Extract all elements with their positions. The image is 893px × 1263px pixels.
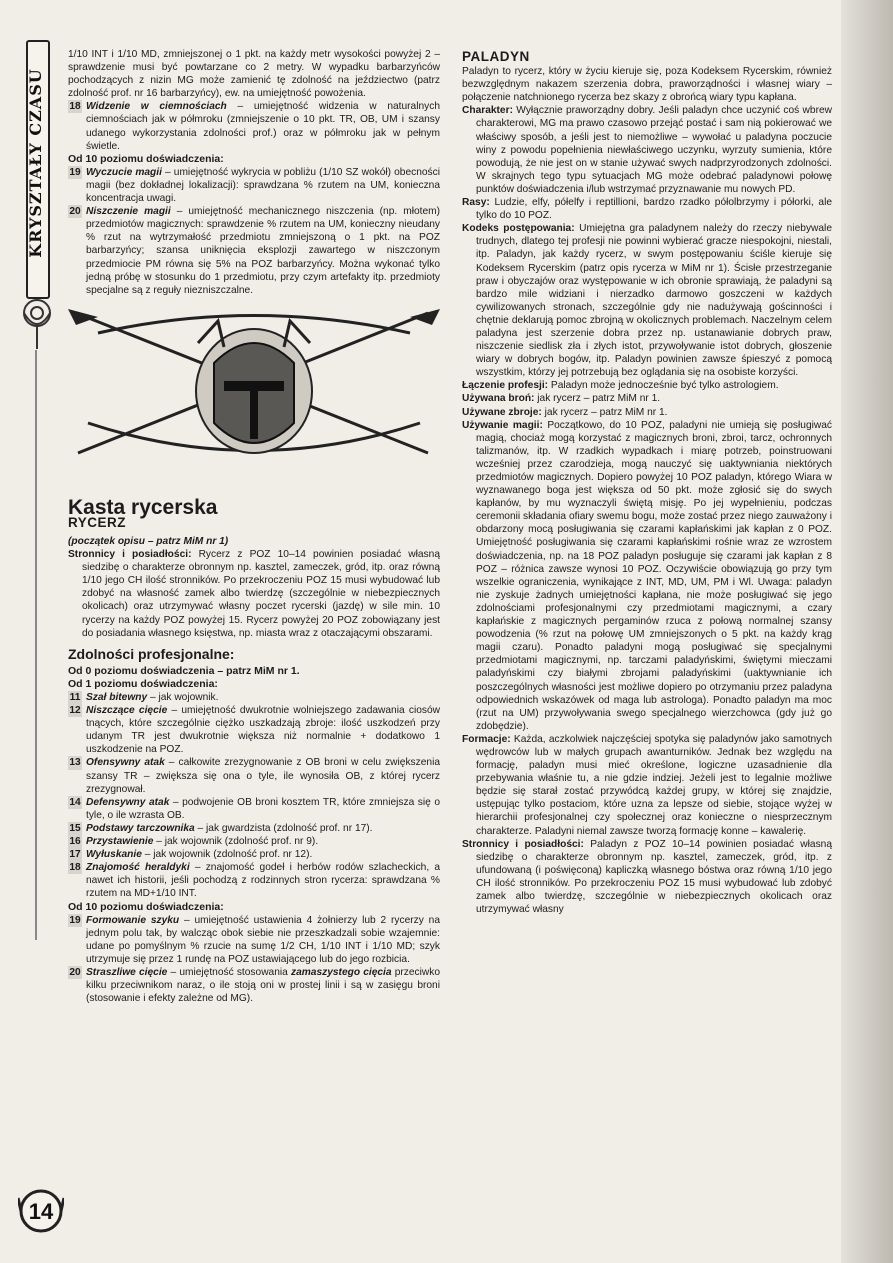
right-column (462, 48, 832, 916)
formacje-paragraph (462, 733, 832, 838)
label: Łączenie profesji: (462, 380, 549, 392)
skill-number: 12 (69, 705, 81, 717)
label: Używane zbroje: (462, 406, 542, 418)
skill-desc: – podwojenie OB broni kosztem TR, które zmniejsza się o tyle, o ile wzrasta OB. (86, 796, 441, 821)
stronnicy-paragraph (68, 548, 440, 640)
skill-number: 14 (69, 796, 81, 808)
skill-term: zamaszystego cięcia (290, 966, 392, 978)
skill-11 (68, 691, 440, 704)
charakter-paragraph (462, 104, 832, 196)
level-heading: Od 10 poziomu doświadczenia: (68, 900, 224, 913)
class-title: RYCERZ (68, 514, 127, 530)
skill-number: 17 (69, 849, 81, 861)
skill-20 (68, 205, 440, 297)
text: Umiejętna gra paladynem należy do rzeczy niebywale trudnych, dlatego tej profesji nie powinni wybierać gracze niespokojni, niestali, itp. Paladyn, jak każdy rycerz, w swym postępowaniu ściśle kieruje się Kodeksem Rycerskim (patrz opis rycerza w MiM nr 1). Ścisłe przestrzeganie praw i obyczajów oraz występowanie w ich obronie sprawiają, że paladyni są bardzo mile widziani i nierzadko darmowo goszczeni w każdych cywilizowanych stronach, szczególnie gdy nie nadużywają gościnności i chętnie deklarują pomoc zbrojną w okolicznych problemach. Naczelnym celem paladyna jest szerzenie dobra przez np. ustanawianie dobrych praw, niszczenie siedlisk zła i złych istot, przywoływanie istot dobrych, głoszenie wiary w dobrych bogów, itp. Paladyn powinien zawsze śpieszyć z pomocą wszystkim, którzy jej potrzebują bez oglądania się na osobiste korzyści. (476, 223, 832, 379)
skill-title: Formowanie szyku (86, 914, 180, 926)
label: Stronnicy i posiadłości: (462, 838, 584, 850)
level-heading: Od 1 poziomu doświadczenia: (68, 677, 218, 690)
text: Ludzie, elfy, półelfy i reptillioni, bardzo rzadko półolbrzymy i półorki, ale tylko do 10 POZ. (476, 197, 832, 222)
skill-desc: – umiejętność dwukrotnie wolniejszego zadawania ciosów tnących, które szczególnie ciężko uszkadzają zbroje: ilość uszkodzeń przy udanym TR jest dwukrotnie większa niż normalnie + dodatkowo 1 uszkodzenie na POZ. (86, 705, 441, 756)
skill-12 (68, 704, 440, 756)
skill-14 (68, 796, 440, 822)
label: Charakter: (462, 105, 513, 117)
magia-paragraph (462, 419, 832, 733)
skill-19 (68, 166, 440, 205)
skill-number: 20 (69, 966, 81, 978)
skills-title: Zdolności profesjonalne: (68, 645, 235, 662)
skill-number: 18 (69, 101, 81, 113)
skill-desc: – całkowite zrezygnowanie z OB broni w celu zwiększenia szansy TR – zwiększa się ona o tyle, ile wynosiła OB, z której rycerz zrezygnował. (86, 757, 440, 795)
sidebar-title: KRYSZTAŁY CZASU (26, 68, 45, 258)
skill-title: Straszliwe cięcie (86, 966, 168, 978)
skill-title: Przystawienie (86, 836, 154, 848)
skill-number: 16 (69, 836, 81, 848)
level-heading: Od 10 poziomu doświadczenia: (68, 152, 224, 165)
paragraph: 1/10 INT i 1/10 MD, zmniejszonej o 1 pkt. na każdy metr wysokości powyżej 2 – sprawdzenie musi być powtarzane co 2 metry. W wypadku barbarzyńców pochodzących z nizin MG może zamienić tę zdolność na jeździectwo (patrz zdolność prof. nr 16 barbarzyńcy), ew. na umiejętność powożenia. (68, 49, 440, 100)
skill-desc: – umiejętność mechanicznego niszczenia (np. młotem) przedmiotów magicznych: sprawdzenie % rzutem na UM, konieczny nieudany % rzut na wytrzymałość przedmiotu zmniejszoną o 1 pkt. na POZ barbarzyńcy; szansa uniknięcia eksplozji zawartego w niszczonym przedmiocie PM równa się 5% na POZ barbarzyńcy. Można wykonać tylko jedną próbę w stosunku do 1 przedmiotu, przy czym artefakty itp. przedmioty specjalne są z reguły niezniszczalne. (86, 206, 440, 296)
label: Rasy: (462, 197, 490, 209)
text: Paladyn może jednocześnie być tylko astrologiem. (548, 380, 779, 392)
laczenie-paragraph (462, 379, 832, 392)
skill-18 (68, 861, 440, 900)
class-title: PALADYN (462, 49, 530, 64)
page-number: 14 (28, 1199, 54, 1224)
text: Paladyn z POZ 10–14 powinien posiadać własną siedzibę o charakterze obronnym np. kasztel, zameczek, gród, itp. z ufundowaną (i poświęconą) kapliczką własnego bóstwa oraz równą 1/10 jego CH ilość stronników. Po przekroczeniu POZ 15 musi wybudować lub zdobyć zamek albo twierdzę, szczególnie w niebezpiecznych okolicach oraz utrzymywać własny (476, 838, 832, 916)
skill-title: Defensywny atak (86, 796, 170, 808)
skill-number: 20 (69, 206, 81, 218)
skill-13 (68, 756, 440, 795)
skill-desc: – umiejętność ustawienia 4 żołnierzy lub 2 rycerzy na jednym polu tak, by walcząc obok siebie nie przeszkadzali sobie wzajemnie: udane po pomyślnym % rzucie na sumę 1/2 CH, 1/10 INT i 1/10 MD; szyk utrzymuje się przez 1 rundę na POZ ustawiającego lub do jego rozbicia. (86, 914, 440, 965)
rasy-paragraph (462, 196, 832, 222)
text: jak rycerz – patrz MiM nr 1. (541, 406, 668, 418)
skill-desc: – jak gwardzista (zdolność prof. nr 17). (194, 822, 373, 834)
skill-number: 19 (69, 166, 81, 178)
skill-number: 18 (69, 862, 81, 874)
skill-title: Podstawy tarczownika (86, 822, 195, 834)
label: Formacje: (462, 733, 511, 745)
sidebar (18, 40, 58, 940)
kodeks-paragraph (462, 222, 832, 379)
label: Używanie magii: (462, 419, 543, 431)
skill-16 (68, 835, 440, 848)
skill-title: Ofensywny atak (86, 757, 165, 769)
label: Stronnicy i posiadłości: (68, 549, 192, 561)
skill-desc: – umiejętność widzenia w naturalnych ciemnościach jak w półmroku (zmniejszenie o 10 pkt. TR, OB, UM i szansy udanego wykorzystania zdolności prof.) oraz w półmroku jak w pełnym świetle. (86, 101, 440, 152)
skill-title: Widzenie w ciemnościach (86, 101, 227, 113)
left-column (68, 48, 440, 1005)
page-edge (841, 0, 893, 1263)
text: Wyłącznie praworządny dobry. Jeśli paladyn chce uczynić coś wbrew charakterowi, MG ma prawo czasowo przejąć postać i sam nią pokierować we właściwy sposób, a jeśli jest to niemożliwe – wywołać u paladyna poczucie winy z powodu popełnienia niewłaściwego uczynku, wyrzuty sumienia, które powodują, że nie jest on w stanie używać swych nadprzyrodzonych zdolności. W skrajnych tego typu sytuacjach MG może odebrać paladynowi połowę punktów doświadczenia i/lub wstrzymać przyznawanie mu nowych PD. (476, 105, 832, 195)
page-number-badge (18, 1188, 64, 1234)
text: Rycerz z POZ 10–14 powinien posiadać własną siedzibę o charakterze obronnym np. kasztel, zameczek, gród, itp. oraz równą 1/10 jego CH ilość stronników. Po przekroczeniu POZ 15 musi wybudować lub zdobyć na własność zamek albo twierdzę (szczególnie w niebezpiecznych okolicach) oraz utrzymywać własny poczet rycerski (jazdę) w sile min. 10 rycerzy na każdy POZ powyżej 15. Rycerz powyżej 20 POZ zobowiązany jest do posiadania własnego księstwa, np. miasta wraz z otaczającymi obszarami. (82, 549, 440, 639)
text: Każda, aczkolwiek najczęściej spotyka się paladynów jako samotnych wędrowców lub w małych grupach awanturników. Jednak bez względu na formację, paladyn musi mieć określone, logiczne uzasadnienie dla przebywania właśnie tu, a nie gdzie indziej. Jeżeli jest to legalnie możliwe będzie się starał zostać przywódcą każdej grupy, w której się znajdzie, ustępując tylko postaciom, które uzna za lepsze od siebie, stojące wyżej w hierarchii profesjonalnej czy społecznej oraz konieczne o niesprzecznym charakterze. Paladyni niemal zawsze tworzą formację konne – kawalerię. (476, 733, 832, 837)
continuation-note: (początek opisu – patrz MiM nr 1) (68, 535, 229, 547)
skill-title: Szał bitewny (86, 692, 148, 703)
bron-paragraph (462, 392, 832, 405)
skill-17 (68, 848, 440, 861)
level-heading: Od 0 poziomu doświadczenia – patrz MiM nr 1. (68, 664, 300, 677)
ornament-knot-icon (20, 295, 54, 351)
label: Używana broń: (462, 393, 535, 405)
skill-title: Wyłuskanie (86, 849, 142, 861)
label: Kodeks postępowania: (462, 223, 575, 235)
skill-number: 13 (69, 757, 81, 769)
skill-desc: przeciwko kilku przeciwnikom naraz, o ile stoją oni w prostej linii i są w zasięgu broni (stosowanie i efekty zależne od MG). (86, 966, 441, 1005)
skill-title: Wyczucie magii (86, 166, 162, 178)
skill-desc: – jak wojownik (zdolność prof. nr 9). (153, 836, 319, 848)
skill-19 (68, 914, 440, 966)
sidebar-rule (35, 350, 37, 940)
skill-desc: – jak wojownik. (147, 692, 219, 703)
skill-desc: – umiejętność wykrycia w pobliżu (1/10 SZ wokół) obecności magii (bez dokładnej lokalizacji): sprawdzana % rzutem na UM, konieczna koncentracja uwagi. (86, 166, 440, 205)
section-title: Kasta rycerska (68, 495, 218, 519)
skill-desc: – umiejętność stosowania (167, 966, 291, 978)
skill-title: Niszczenie magii (86, 206, 171, 218)
skill-20 (68, 966, 440, 1005)
skill-title: Znajomość heraldyki (86, 862, 190, 874)
skill-18 (68, 100, 440, 152)
skill-15 (68, 822, 440, 835)
stronnicy-paragraph (462, 838, 832, 917)
text: jak rycerz – patrz MiM nr 1. (534, 393, 661, 405)
skill-desc: – znajomość godeł i herbów rodów szlacheckich, a nawet ich historii, jeśli pochodzą z rodzinnych stron rycerza: sprawdzana % rzutem na MD+1/10 INT. (86, 862, 440, 900)
intro-paragraph: Paladyn to rycerz, który w życiu kieruje się, poza Kodeksem Rycerskim, również bezwzględnym nakazem szerzenia dobra, praworządności i własnej wiary – połączenie natchnionego rycerza bez skazy z obrońcą wiary typu kapłana. (462, 66, 832, 104)
skill-title: Niszczące cięcie (86, 705, 168, 717)
skill-number: 19 (69, 914, 81, 926)
knight-helmet-weapons-illustration (68, 303, 440, 483)
skill-desc: – jak wojownik (zdolność prof. nr 12). (141, 849, 313, 861)
zbroje-paragraph (462, 406, 832, 419)
skill-number: 11 (69, 692, 81, 703)
skill-number: 15 (69, 822, 81, 834)
text: Początkowo, do 10 POZ, paladyni nie umieją się posługiwać magią, chociaż mogą korzystać z magicznych broni, zbroi, tarcz, ochronnych talizmanów, itp. W rzadkich wypadkach i miarę potrzeb, poinstruowani wcześniej przez czarodzieja, mogą nauczyć się uaktywniania niektórych przedmiotów magicznych. Dopiero powyżej 10 POZ paladyn, którego Wiara w wyznawanego boga jest większa od 50 pkt. może zgłosić się do swych kapłanów, by mu wyznaczyli świętą misję. Po jej wypełnieniu, podczas ceremonii składania ofiary swemu bogu, może zostać przez niego zauważony i obdarzony mocą posługiwania się czarami kapłańskimi jak kapłan z 0 POZ. Umiejętność posługiwania się czarami kapłańskimi rośnie wraz ze wzrostem doświadczenia, np. na 18 POZ paladyn posługuje się czarami jak kapłan z 8 POZ – różnica zawsze wynosi 10 POZ. Oczywiście obowiązują go przy tym wszelkie ograniczenia, wynikające z INT, MD, UM, PM i Wl. Uwaga: paladyn nie zyskuje żadnych umiejętności kapłana, nie może posługiwać się jego zdolnościami profesjonalnymi czy przedmiotami magicznymi, a czary kapłańskie z magicznych pergaminów rzuca z połową normalnej szansy powodzenia (% rzut na połowę UM zmniejszonych o 5 pkt. na każdy krąg magii czaru). Ponadto paladyni mogą posługiwać się specjalnymi przedmiotami magicznymi, np. tarczami paladyńskimi, świętymi mieczami paladyńskimi czy białymi zbrojami paladyńskimi (uaktywnianie ich poszczególnych własności jest możliwe dopiero po otrzymaniu przez paladyna odpowiednich wskazówek od maga lub astrologa). Ponadto paladyn ma moc (rzut na UM) przywoływania swego specjalnego wierzchowca (gdy już go zdobędzie). (476, 419, 832, 732)
